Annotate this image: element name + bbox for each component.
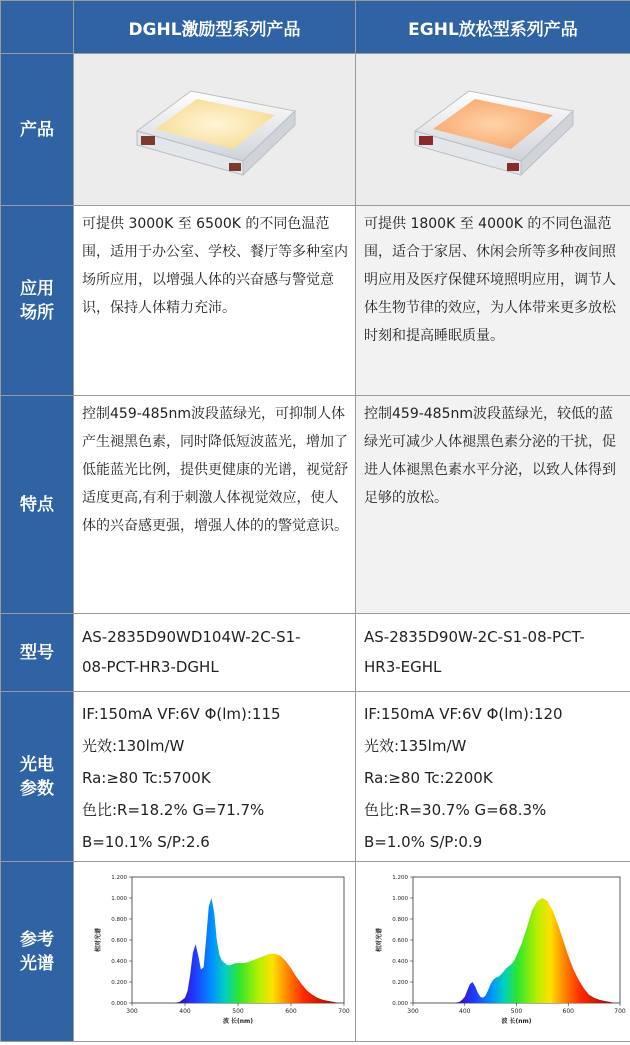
eghl-model-line1: AS-2835D90W-2C-S1-08-PCT- bbox=[364, 628, 585, 646]
row-label-params bbox=[1, 692, 74, 862]
y-tick-label: 0.600 bbox=[110, 937, 127, 944]
row-label-params-line2: 参数 bbox=[20, 778, 54, 799]
y-tick-label: 0.800 bbox=[391, 916, 408, 923]
row-label-product: 产品 bbox=[1, 54, 74, 206]
y-tick-label: 0.800 bbox=[110, 916, 127, 923]
x-tick-label: 700 bbox=[613, 1007, 626, 1015]
y-tick-label: 0.000 bbox=[391, 1000, 408, 1007]
header-eghl: EGHL放松型系列产品 bbox=[356, 1, 630, 54]
dghl-params bbox=[74, 692, 356, 862]
row-label-spectrum-line2: 光谱 bbox=[20, 953, 54, 974]
eghl-spectrum-cell bbox=[356, 862, 630, 1042]
x-axis-label: 波 长(nm) bbox=[500, 1017, 532, 1025]
x-tick-label: 400 bbox=[178, 1007, 191, 1015]
dghl-model-number bbox=[74, 614, 356, 692]
spectrum-row bbox=[1, 862, 630, 1042]
x-tick-label: 600 bbox=[284, 1007, 297, 1015]
eghl-param-color-ratio: 色比:R=30.7% G=68.3% bbox=[364, 801, 547, 819]
dghl-param-ra-tc: Ra:≥80 Tc:5700K bbox=[82, 769, 211, 787]
row-label-application-line1: 应用 bbox=[20, 278, 54, 299]
row-label-features: 特点 bbox=[1, 396, 74, 614]
dghl-param-b-sp: B=10.1% S/P:2.6 bbox=[82, 833, 210, 851]
dghl-spectrum-cell bbox=[74, 862, 356, 1042]
y-tick-label: 1.200 bbox=[391, 874, 408, 881]
x-tick-label: 700 bbox=[337, 1007, 350, 1015]
y-tick-label: 0.000 bbox=[110, 1000, 127, 1007]
y-tick-label: 1.000 bbox=[110, 895, 127, 902]
eghl-led-image bbox=[356, 54, 630, 206]
x-tick-label: 400 bbox=[458, 1007, 470, 1015]
dghl-features-text: 控制459-485nm波段蓝绿光，可抑制人体产生褪黑色素，同时降低短波蓝光，增加了低能蓝光比例，提供更健康的光谱，视觉舒适度更高,有利于刺激人体视觉效应，使人体的兴奋感更强，增强人体的的警觉意识。 bbox=[74, 396, 356, 614]
product-row bbox=[1, 54, 630, 206]
params-row bbox=[1, 692, 630, 862]
dghl-param-electrical: IF:150mA VF:6V Φ(lm):115 bbox=[82, 705, 281, 723]
x-tick-label: 300 bbox=[125, 1007, 138, 1015]
x-tick-label: 300 bbox=[406, 1007, 419, 1015]
y-tick-label: 1.200 bbox=[110, 874, 127, 881]
application-row bbox=[1, 206, 630, 396]
y-tick-label: 0.400 bbox=[391, 958, 408, 965]
eghl-param-ra-tc: Ra:≥80 Tc:2200K bbox=[364, 769, 493, 787]
y-axis-label: 相对光谱 bbox=[94, 927, 102, 952]
dghl-led-chip-illustration bbox=[125, 73, 305, 183]
row-label-spectrum-line1: 参考 bbox=[20, 929, 54, 950]
features-row bbox=[1, 396, 630, 614]
dghl-spectrum-chart bbox=[80, 865, 350, 1035]
row-label-application bbox=[1, 206, 74, 396]
eghl-model-number bbox=[356, 614, 630, 692]
y-tick-label: 0.400 bbox=[110, 958, 127, 965]
x-tick-label: 600 bbox=[562, 1007, 574, 1015]
eghl-params bbox=[356, 692, 630, 862]
dghl-application-text: 可提供 3000K 至 6500K 的不同色温范围，适用于办公室、学校、餐厅等多种室内场所应用，以增强人体的兴奋感与警觉意识，保持人体精力充沛。 bbox=[74, 206, 356, 396]
dghl-led-image bbox=[74, 54, 356, 206]
x-tick-label: 500 bbox=[231, 1007, 244, 1015]
row-label-params-line1: 光电 bbox=[20, 754, 54, 775]
row-label-model: 型号 bbox=[1, 614, 74, 692]
eghl-param-b-sp: B=1.0% S/P:0.9 bbox=[364, 833, 483, 851]
header-corner bbox=[1, 1, 74, 54]
eghl-model-line2: HR3-EGHL bbox=[364, 658, 442, 676]
header-row bbox=[1, 1, 630, 54]
y-tick-label: 0.600 bbox=[391, 937, 408, 944]
eghl-led-chip-illustration bbox=[403, 73, 583, 183]
eghl-application-text: 可提供 1800K 至 4000K 的不同色温范围，适合于家居、休闲会所等多种夜间照明应用及医疗保健环境照明应用，调节人体生物节律的效应，为人体带来更多放松时刻和提高睡眠质量。 bbox=[356, 206, 630, 396]
eghl-spectrum-chart bbox=[361, 865, 626, 1035]
y-axis-label: 相对光谱 bbox=[375, 927, 383, 952]
dghl-param-color-ratio: 色比:R=18.2% G=71.7% bbox=[82, 801, 265, 819]
y-tick-label: 0.200 bbox=[391, 979, 408, 986]
y-tick-label: 1.000 bbox=[391, 895, 408, 902]
x-axis-label: 波 长(nm) bbox=[222, 1017, 253, 1025]
dghl-model-line1: AS-2835D90WD104W-2C-S1- bbox=[82, 628, 301, 646]
dghl-param-efficacy: 光效:130lm/W bbox=[82, 737, 185, 755]
y-tick-label: 0.200 bbox=[110, 979, 127, 986]
row-label-spectrum bbox=[1, 862, 74, 1042]
row-label-application-line2: 场所 bbox=[20, 302, 54, 323]
eghl-param-electrical: IF:150mA VF:6V Φ(lm):120 bbox=[364, 705, 563, 723]
eghl-param-efficacy: 光效:135lm/W bbox=[364, 737, 467, 755]
dghl-model-line2: 08-PCT-HR3-DGHL bbox=[82, 658, 219, 676]
header-dghl: DGHL激励型系列产品 bbox=[74, 1, 356, 54]
model-row bbox=[1, 614, 630, 692]
x-tick-label: 500 bbox=[510, 1007, 522, 1015]
eghl-features-text: 控制459-485nm波段蓝绿光，较低的蓝绿光可减少人体褪黑色素分泌的干扰，促进人体褪黑色素水平分泌，以致人体得到足够的放松。 bbox=[356, 396, 630, 614]
